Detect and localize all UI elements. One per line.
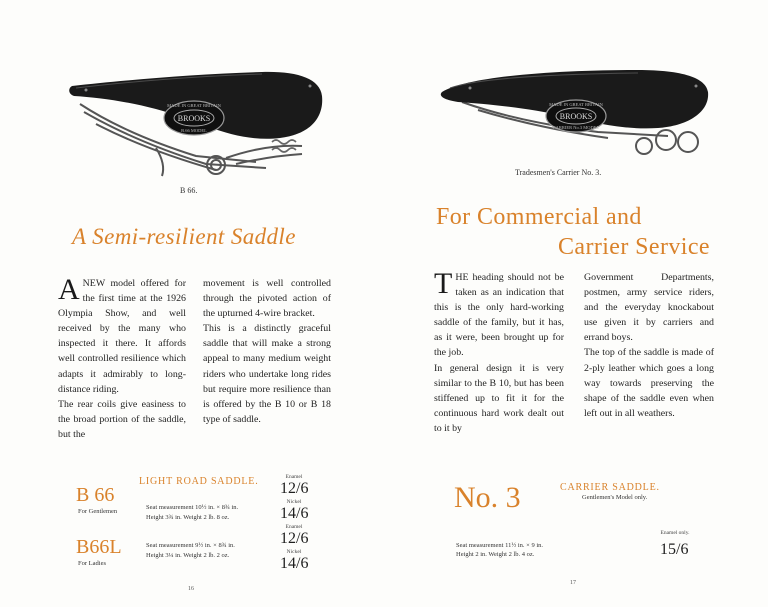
badge-top-text: MADE IN GREAT BRITAIN <box>167 103 221 108</box>
model-b66l-nickel-price: 14/6 <box>280 555 309 572</box>
right-text-column-1 <box>434 267 564 436</box>
model-no3-price: 15/6 <box>660 541 689 558</box>
left-col2-para1: movement is well controlled through the pivoted action of the upturned 4-wire bracket. <box>203 278 331 320</box>
right-col2-para2: The top of the saddle is made of 2-ply leather which goes a long way towards preserving the shape of the saddle even when left out in all weathers. <box>584 347 714 419</box>
right-col1-para2: In general design it is very similar to the B 10, but has been stiffened up to fit it for the continuous hard work dealt out to it by <box>434 362 564 434</box>
model-b66-specs1: Seat measurement 10½ in. × 8¾ in. <box>146 504 239 511</box>
right-title-line1: For Commercial and <box>436 204 642 230</box>
light-road-saddle-heading: LIGHT ROAD SADDLE. <box>139 476 259 487</box>
b66-saddle-image <box>66 64 326 196</box>
right-page <box>384 0 768 607</box>
model-b66-nickel-price: 14/6 <box>280 505 309 522</box>
model-b66l-name: B66L <box>76 536 122 558</box>
carrier-saddle-subheading: Gentlemen's Model only. <box>582 494 648 501</box>
left-text-column-1 <box>58 273 186 442</box>
model-b66l-enamel-label: Enamel <box>285 524 303 530</box>
right-col1-para1: HE heading should not be taken as an indication that this is the only hard-working saddle of the family, but it has, as it were, been brought up for the job. <box>434 272 564 359</box>
badge-top-text: MADE IN GREAT BRITAIN <box>549 102 603 107</box>
model-b66l-nickel-label: Nickel <box>286 549 302 555</box>
badge-bottom-text: B.66 MODEL <box>181 128 207 133</box>
model-b66l-specs1: Seat measurement 9½ in. × 8¾ in. <box>146 542 235 549</box>
right-page-number: 17 <box>570 580 576 586</box>
left-col1-para2: The rear coils give easiness to the broad portion of the saddle, but the <box>58 398 186 440</box>
badge-bottom-text: CARRIER No.3 MODEL <box>552 125 600 130</box>
left-col1-para1: NEW model offered for the first time at the 1926 Olympia Show, and well received by the many who inspected it there. It affords well controlled resilience which adapts it admirably to long-distance riding. <box>58 278 186 395</box>
badge-brand-text: BROOKS <box>559 112 593 121</box>
model-b66-specs2: Height 3¾ in. Weight 2 lb. 8 oz. <box>146 514 230 521</box>
model-b66l-specs2: Height 3¼ in. Weight 2 lb. 2 oz. <box>146 552 230 559</box>
drop-cap-t: T <box>434 267 453 300</box>
carrier-saddle-image <box>438 62 718 162</box>
right-col2-para1: Government Departments, postmen, army service riders, and the everyday knockabout use given it by carriers and errand boys. <box>584 272 714 344</box>
left-page-title: A Semi-resilient Saddle <box>72 224 296 249</box>
left-text-column-2 <box>203 276 331 427</box>
model-b66-name: B 66 <box>76 484 115 506</box>
badge-brand-text: BROOKS <box>177 114 211 123</box>
right-text-column-2 <box>584 270 714 421</box>
model-b66-enamel-price: 12/6 <box>280 480 309 497</box>
model-b66l-for: For Ladies <box>78 560 106 567</box>
carrier-saddle-heading: CARRIER SADDLE. <box>560 482 660 493</box>
model-no3-specs1: Seat measurement 11½ in. × 9 in. <box>456 542 544 549</box>
model-b66-for: For Gentlemen <box>78 508 118 515</box>
left-image-caption: B 66. <box>180 186 198 195</box>
model-b66l-enamel-price: 12/6 <box>280 530 309 547</box>
drop-cap-a: A <box>58 273 80 306</box>
left-page-number: 16 <box>188 586 194 592</box>
right-image-caption: Tradesmen's Carrier No. 3. <box>515 168 602 177</box>
model-b66-nickel-label: Nickel <box>286 499 302 505</box>
model-no3-specs2: Height 2 in. Weight 2 lb. 4 oz. <box>456 551 535 558</box>
right-title-line2: Carrier Service <box>558 234 710 260</box>
model-b66-enamel-label: Enamel <box>285 474 303 480</box>
model-no3-name: No. 3 <box>454 481 521 514</box>
left-col2-para2: This is a distinctly graceful saddle that will make a strong appeal to many medium weight riders who undertake long rides but require more resilience than is offered by the B 10 or B 18 type of saddle. <box>203 323 331 425</box>
model-no3-enamel-label: Enamel only. <box>660 530 690 536</box>
